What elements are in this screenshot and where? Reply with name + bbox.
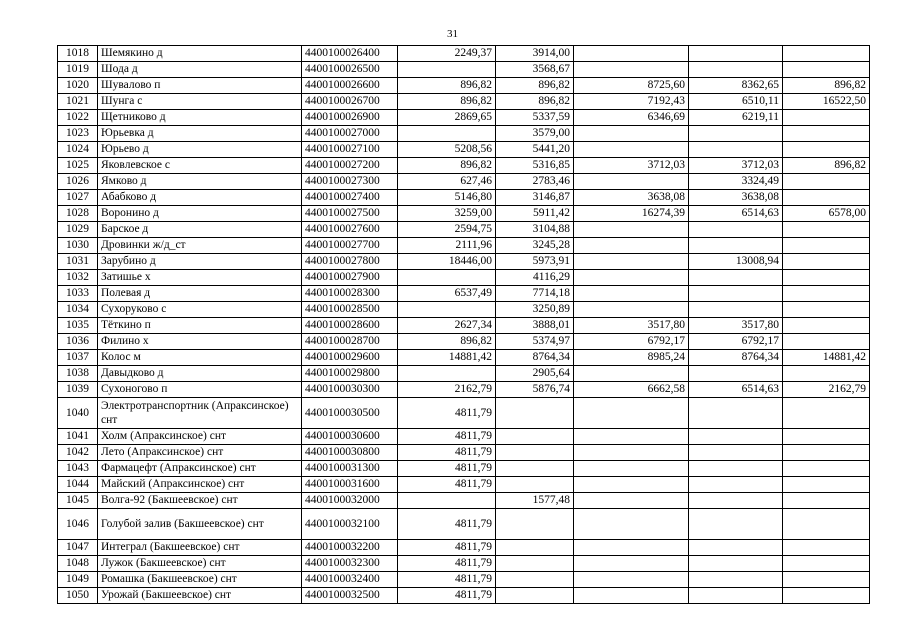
settlement-code: 4400100032300 — [302, 556, 398, 572]
settlement-name: Полевая д — [98, 286, 302, 302]
value-col-2: 3568,67 — [496, 62, 574, 78]
settlement-name: Сухоруково с — [98, 302, 302, 318]
value-col-2: 8764,34 — [496, 350, 574, 366]
settlement-name: Электротранспортник (Апраксинское) снт — [98, 398, 302, 429]
table-row — [58, 366, 870, 382]
value-col-1: 4811,79 — [398, 398, 496, 429]
value-col-2 — [496, 461, 574, 477]
settlement-name: Ромашка (Бакшеевское) снт — [98, 572, 302, 588]
value-col-3 — [574, 270, 689, 286]
value-col-2: 5337,59 — [496, 110, 574, 126]
settlement-name: Давыдково д — [98, 366, 302, 382]
settlement-code: 4400100028600 — [302, 318, 398, 334]
table-row — [58, 493, 870, 509]
value-col-5 — [783, 142, 870, 158]
value-col-5 — [783, 572, 870, 588]
value-col-4 — [689, 222, 783, 238]
row-number: 1045 — [58, 493, 98, 509]
value-col-3 — [574, 540, 689, 556]
table-row — [58, 477, 870, 493]
value-col-5 — [783, 556, 870, 572]
value-col-3: 7192,43 — [574, 94, 689, 110]
settlement-name: Воронино д — [98, 206, 302, 222]
settlement-name: Абабково д — [98, 190, 302, 206]
row-number: 1047 — [58, 540, 98, 556]
settlement-code: 4400100027100 — [302, 142, 398, 158]
value-col-1: 2869,65 — [398, 110, 496, 126]
settlement-name: Лето (Апраксинское) снт — [98, 445, 302, 461]
row-number: 1039 — [58, 382, 98, 398]
value-col-4: 3324,49 — [689, 174, 783, 190]
settlement-code: 4400100032200 — [302, 540, 398, 556]
table-row — [58, 158, 870, 174]
row-number: 1028 — [58, 206, 98, 222]
row-number: 1025 — [58, 158, 98, 174]
value-col-1: 4811,79 — [398, 445, 496, 461]
value-col-2: 5876,74 — [496, 382, 574, 398]
value-col-5: 2162,79 — [783, 382, 870, 398]
table-row — [58, 190, 870, 206]
table-row — [58, 556, 870, 572]
settlement-name: Щетниково д — [98, 110, 302, 126]
value-col-1: 4811,79 — [398, 572, 496, 588]
row-number: 1041 — [58, 429, 98, 445]
value-col-3 — [574, 238, 689, 254]
settlement-code: 4400100030600 — [302, 429, 398, 445]
settlement-code: 4400100026900 — [302, 110, 398, 126]
table-row — [58, 174, 870, 190]
settlement-name: Юрьевка д — [98, 126, 302, 142]
settlement-code: 4400100027000 — [302, 126, 398, 142]
value-col-3 — [574, 222, 689, 238]
value-col-4: 8362,65 — [689, 78, 783, 94]
value-col-1 — [398, 366, 496, 382]
table-row — [58, 398, 870, 429]
value-col-1: 2627,34 — [398, 318, 496, 334]
value-col-3: 3517,80 — [574, 318, 689, 334]
value-col-1: 4811,79 — [398, 509, 496, 540]
row-number: 1022 — [58, 110, 98, 126]
value-col-3: 6662,58 — [574, 382, 689, 398]
settlement-code: 4400100027400 — [302, 190, 398, 206]
value-col-2: 3914,00 — [496, 46, 574, 62]
value-col-4: 3517,80 — [689, 318, 783, 334]
value-col-4: 8764,34 — [689, 350, 783, 366]
row-number: 1031 — [58, 254, 98, 270]
settlement-code: 4400100029600 — [302, 350, 398, 366]
value-col-3: 6346,69 — [574, 110, 689, 126]
value-col-4 — [689, 62, 783, 78]
value-col-2 — [496, 572, 574, 588]
row-number: 1032 — [58, 270, 98, 286]
value-col-2 — [496, 398, 574, 429]
value-col-2: 896,82 — [496, 78, 574, 94]
value-col-2: 2905,64 — [496, 366, 574, 382]
settlement-code: 4400100032400 — [302, 572, 398, 588]
value-col-2: 3888,01 — [496, 318, 574, 334]
value-col-1: 2111,96 — [398, 238, 496, 254]
value-col-1: 4811,79 — [398, 461, 496, 477]
settlement-code: 4400100026700 — [302, 94, 398, 110]
settlement-name: Голубой залив (Бакшеевское) снт — [98, 509, 302, 540]
table-row — [58, 461, 870, 477]
row-number: 1049 — [58, 572, 98, 588]
table-row — [58, 238, 870, 254]
value-col-4 — [689, 509, 783, 540]
value-col-1 — [398, 270, 496, 286]
settlement-code: 4400100030500 — [302, 398, 398, 429]
settlement-name: Шода д — [98, 62, 302, 78]
row-number: 1035 — [58, 318, 98, 334]
value-col-1: 896,82 — [398, 334, 496, 350]
value-col-5: 14881,42 — [783, 350, 870, 366]
value-col-1: 896,82 — [398, 158, 496, 174]
settlement-code: 4400100030300 — [302, 382, 398, 398]
row-number: 1038 — [58, 366, 98, 382]
row-number: 1026 — [58, 174, 98, 190]
value-col-2 — [496, 509, 574, 540]
settlement-name: Урожай (Бакшеевское) снт — [98, 588, 302, 604]
row-number: 1019 — [58, 62, 98, 78]
value-col-2 — [496, 445, 574, 461]
row-number: 1040 — [58, 398, 98, 429]
table-row — [58, 382, 870, 398]
table-row — [58, 78, 870, 94]
value-col-2: 5316,85 — [496, 158, 574, 174]
row-number: 1036 — [58, 334, 98, 350]
row-number: 1037 — [58, 350, 98, 366]
value-col-3 — [574, 509, 689, 540]
value-col-1: 18446,00 — [398, 254, 496, 270]
value-col-4: 3638,08 — [689, 190, 783, 206]
row-number: 1048 — [58, 556, 98, 572]
settlement-name: Фармацефт (Апраксинское) снт — [98, 461, 302, 477]
table-row — [58, 270, 870, 286]
settlement-code: 4400100029800 — [302, 366, 398, 382]
value-col-2: 3245,28 — [496, 238, 574, 254]
table-row — [58, 302, 870, 318]
value-col-2: 7714,18 — [496, 286, 574, 302]
value-col-2: 1577,48 — [496, 493, 574, 509]
value-col-5 — [783, 286, 870, 302]
value-col-5 — [783, 477, 870, 493]
value-col-5 — [783, 110, 870, 126]
value-col-1: 896,82 — [398, 78, 496, 94]
settlement-code: 4400100027300 — [302, 174, 398, 190]
table-row — [58, 142, 870, 158]
value-col-1: 627,46 — [398, 174, 496, 190]
value-col-3: 3638,08 — [574, 190, 689, 206]
value-col-5 — [783, 190, 870, 206]
settlement-name: Яковлевское с — [98, 158, 302, 174]
settlement-code: 4400100026600 — [302, 78, 398, 94]
value-col-2: 4116,29 — [496, 270, 574, 286]
row-number: 1018 — [58, 46, 98, 62]
value-col-2 — [496, 477, 574, 493]
value-col-3 — [574, 588, 689, 604]
table-row — [58, 286, 870, 302]
row-number: 1020 — [58, 78, 98, 94]
value-col-3 — [574, 445, 689, 461]
value-col-3: 3712,03 — [574, 158, 689, 174]
value-col-4 — [689, 461, 783, 477]
settlement-name: Шунга с — [98, 94, 302, 110]
row-number: 1044 — [58, 477, 98, 493]
settlement-name: Барское д — [98, 222, 302, 238]
page-number: 31 — [447, 28, 458, 40]
value-col-5 — [783, 445, 870, 461]
value-col-3: 16274,39 — [574, 206, 689, 222]
value-col-5 — [783, 62, 870, 78]
row-number: 1027 — [58, 190, 98, 206]
settlement-name: Юрьево д — [98, 142, 302, 158]
value-col-2: 896,82 — [496, 94, 574, 110]
settlement-name: Шувалово п — [98, 78, 302, 94]
value-col-2: 2783,46 — [496, 174, 574, 190]
value-col-3 — [574, 572, 689, 588]
settlement-code: 4400100027700 — [302, 238, 398, 254]
value-col-4: 6514,63 — [689, 206, 783, 222]
settlement-name: Интеграл (Бакшеевское) снт — [98, 540, 302, 556]
table-row — [58, 318, 870, 334]
settlements-table — [57, 45, 870, 604]
table-row — [58, 110, 870, 126]
table-row — [58, 429, 870, 445]
value-col-5: 896,82 — [783, 158, 870, 174]
value-col-3 — [574, 142, 689, 158]
value-col-4 — [689, 366, 783, 382]
settlement-name: Ямково д — [98, 174, 302, 190]
value-col-4 — [689, 493, 783, 509]
value-col-1: 896,82 — [398, 94, 496, 110]
value-col-5 — [783, 270, 870, 286]
settlement-name: Филино х — [98, 334, 302, 350]
value-col-3 — [574, 429, 689, 445]
value-col-5: 16522,50 — [783, 94, 870, 110]
value-col-1: 2594,75 — [398, 222, 496, 238]
value-col-1: 4811,79 — [398, 477, 496, 493]
value-col-3: 6792,17 — [574, 334, 689, 350]
settlement-code: 4400100027800 — [302, 254, 398, 270]
value-col-5 — [783, 222, 870, 238]
value-col-3 — [574, 46, 689, 62]
value-col-3: 8985,24 — [574, 350, 689, 366]
row-number: 1046 — [58, 509, 98, 540]
settlement-code: 4400100028700 — [302, 334, 398, 350]
value-col-1: 5146,80 — [398, 190, 496, 206]
value-col-5: 6578,00 — [783, 206, 870, 222]
settlement-code: 4400100026500 — [302, 62, 398, 78]
settlement-code: 4400100026400 — [302, 46, 398, 62]
value-col-1 — [398, 126, 496, 142]
value-col-3 — [574, 398, 689, 429]
value-col-5 — [783, 302, 870, 318]
value-col-5 — [783, 318, 870, 334]
settlement-name: Колос м — [98, 350, 302, 366]
row-number: 1029 — [58, 222, 98, 238]
row-number: 1030 — [58, 238, 98, 254]
value-col-5 — [783, 366, 870, 382]
value-col-3 — [574, 286, 689, 302]
value-col-3 — [574, 366, 689, 382]
table-row — [58, 46, 870, 62]
settlement-code: 4400100032100 — [302, 509, 398, 540]
settlement-name: Сухоногово п — [98, 382, 302, 398]
value-col-3: 8725,60 — [574, 78, 689, 94]
value-col-2: 5973,91 — [496, 254, 574, 270]
value-col-5 — [783, 429, 870, 445]
settlement-name: Лужок (Бакшеевское) снт — [98, 556, 302, 572]
table-row — [58, 126, 870, 142]
value-col-1: 4811,79 — [398, 540, 496, 556]
value-col-4: 13008,94 — [689, 254, 783, 270]
value-col-5 — [783, 540, 870, 556]
settlement-code: 4400100028300 — [302, 286, 398, 302]
value-col-4 — [689, 238, 783, 254]
table-row — [58, 445, 870, 461]
value-col-4 — [689, 429, 783, 445]
value-col-2: 3146,87 — [496, 190, 574, 206]
value-col-2 — [496, 556, 574, 572]
settlement-name: Шемякино д — [98, 46, 302, 62]
table-row — [58, 540, 870, 556]
value-col-4 — [689, 445, 783, 461]
table-row — [58, 334, 870, 350]
table-row — [58, 350, 870, 366]
table-row — [58, 222, 870, 238]
value-col-3 — [574, 62, 689, 78]
value-col-4 — [689, 398, 783, 429]
value-col-3 — [574, 254, 689, 270]
value-col-4 — [689, 572, 783, 588]
settlement-code: 4400100032500 — [302, 588, 398, 604]
settlement-name: Дровинки ж/д_ст — [98, 238, 302, 254]
value-col-2 — [496, 588, 574, 604]
value-col-4 — [689, 126, 783, 142]
value-col-1: 5208,56 — [398, 142, 496, 158]
value-col-2 — [496, 540, 574, 556]
value-col-1: 14881,42 — [398, 350, 496, 366]
settlement-code: 4400100027200 — [302, 158, 398, 174]
settlement-code: 4400100028500 — [302, 302, 398, 318]
settlement-code: 4400100027500 — [302, 206, 398, 222]
settlement-name: Тёткино п — [98, 318, 302, 334]
settlement-name: Затишье х — [98, 270, 302, 286]
settlement-code: 4400100030800 — [302, 445, 398, 461]
table-row — [58, 94, 870, 110]
value-col-3 — [574, 126, 689, 142]
table-row — [58, 509, 870, 540]
value-col-1: 3259,00 — [398, 206, 496, 222]
value-col-3 — [574, 302, 689, 318]
value-col-1: 4811,79 — [398, 588, 496, 604]
settlement-code: 4400100032000 — [302, 493, 398, 509]
value-col-3 — [574, 556, 689, 572]
table-row — [58, 206, 870, 222]
value-col-1: 4811,79 — [398, 429, 496, 445]
value-col-4: 6514,63 — [689, 382, 783, 398]
settlement-code: 4400100031600 — [302, 477, 398, 493]
value-col-2: 5911,42 — [496, 206, 574, 222]
value-col-2: 5374,97 — [496, 334, 574, 350]
settlement-code: 4400100027600 — [302, 222, 398, 238]
value-col-1: 4811,79 — [398, 556, 496, 572]
row-number: 1050 — [58, 588, 98, 604]
value-col-5 — [783, 461, 870, 477]
value-col-5 — [783, 238, 870, 254]
settlement-name: Зарубино д — [98, 254, 302, 270]
value-col-4 — [689, 142, 783, 158]
settlement-name: Майский (Апраксинское) снт — [98, 477, 302, 493]
row-number: 1024 — [58, 142, 98, 158]
value-col-1: 2162,79 — [398, 382, 496, 398]
value-col-4: 6792,17 — [689, 334, 783, 350]
row-number: 1023 — [58, 126, 98, 142]
value-col-5 — [783, 126, 870, 142]
value-col-2 — [496, 429, 574, 445]
settlement-name: Волга-92 (Бакшеевское) снт — [98, 493, 302, 509]
value-col-5 — [783, 493, 870, 509]
value-col-4 — [689, 540, 783, 556]
value-col-5 — [783, 174, 870, 190]
row-number: 1034 — [58, 302, 98, 318]
value-col-2: 3250,89 — [496, 302, 574, 318]
value-col-1 — [398, 302, 496, 318]
value-col-4 — [689, 270, 783, 286]
value-col-1 — [398, 493, 496, 509]
value-col-4 — [689, 46, 783, 62]
value-col-4 — [689, 286, 783, 302]
value-col-4 — [689, 556, 783, 572]
value-col-5: 896,82 — [783, 78, 870, 94]
value-col-2: 5441,20 — [496, 142, 574, 158]
value-col-3 — [574, 493, 689, 509]
value-col-4: 6510,11 — [689, 94, 783, 110]
value-col-4: 6219,11 — [689, 110, 783, 126]
value-col-1 — [398, 62, 496, 78]
value-col-1: 2249,37 — [398, 46, 496, 62]
value-col-1: 6537,49 — [398, 286, 496, 302]
value-col-3 — [574, 174, 689, 190]
table-row — [58, 62, 870, 78]
value-col-4 — [689, 477, 783, 493]
row-number: 1033 — [58, 286, 98, 302]
value-col-3 — [574, 477, 689, 493]
settlement-code: 4400100031300 — [302, 461, 398, 477]
value-col-5 — [783, 334, 870, 350]
table-row — [58, 254, 870, 270]
value-col-5 — [783, 398, 870, 429]
value-col-4 — [689, 302, 783, 318]
settlement-name: Холм (Апраксинское) снт — [98, 429, 302, 445]
value-col-2: 3579,00 — [496, 126, 574, 142]
value-col-5 — [783, 254, 870, 270]
value-col-4: 3712,03 — [689, 158, 783, 174]
value-col-5 — [783, 509, 870, 540]
value-col-5 — [783, 588, 870, 604]
table-row — [58, 572, 870, 588]
row-number: 1042 — [58, 445, 98, 461]
value-col-3 — [574, 461, 689, 477]
table-row — [58, 588, 870, 604]
value-col-2: 3104,88 — [496, 222, 574, 238]
settlement-code: 4400100027900 — [302, 270, 398, 286]
value-col-4 — [689, 588, 783, 604]
row-number: 1043 — [58, 461, 98, 477]
row-number: 1021 — [58, 94, 98, 110]
value-col-5 — [783, 46, 870, 62]
